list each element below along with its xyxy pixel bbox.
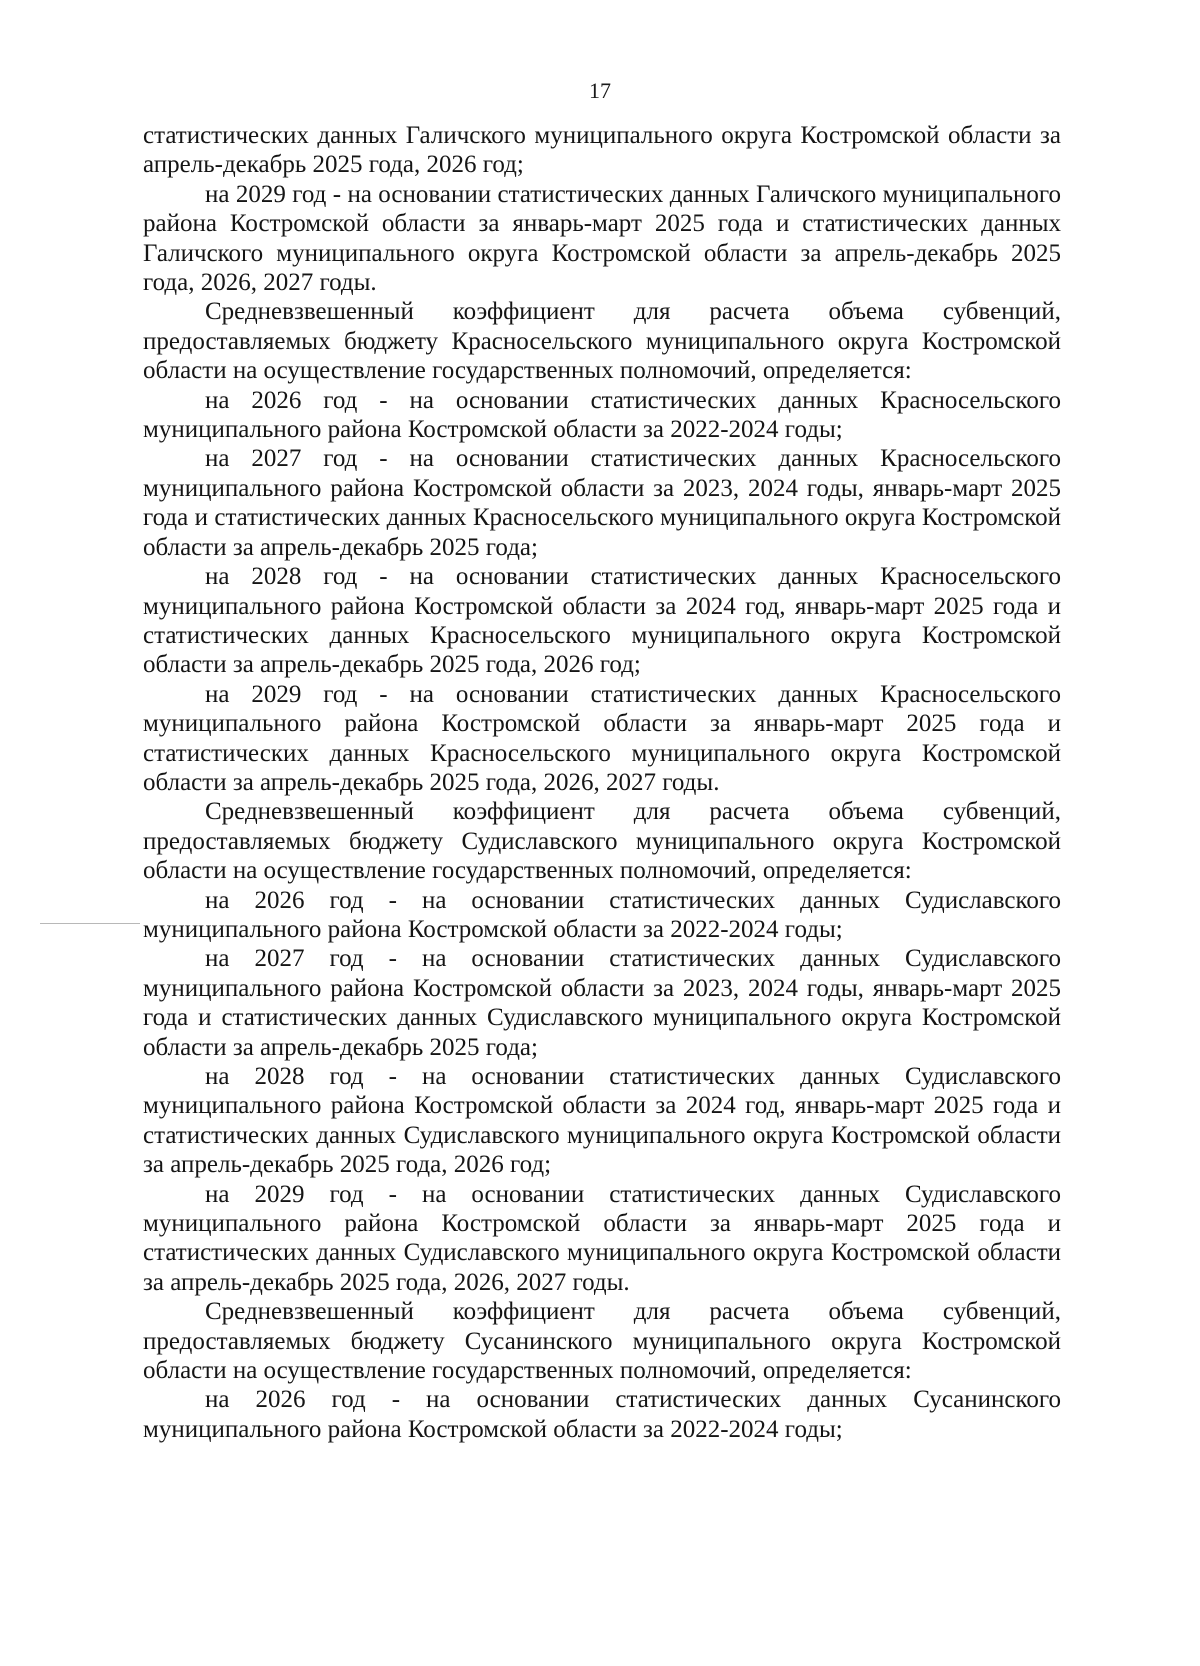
paragraph: на 2028 год - на основании статистических данных Красносельского муниципального района Костромской области за 2024 год, январь-март 2025 года и статистических данных Красносельского муниципального округа Костромской области за апрель-декабрь 2025 года, 2026 год;: [143, 563, 1061, 679]
paragraph: Средневзвешенный коэффициент для расчета объема субвенций, предоставляемых бюджету Красносельского муниципального округа Костромской области на осуществление государственных полномочий, определяется:: [143, 298, 1061, 385]
paragraph: Средневзвешенный коэффициент для расчета объема субвенций, предоставляемых бюджету Судиславского муниципального округа Костромской области на осуществление государственных полномочий, определяется:: [143, 798, 1061, 885]
page-number: 17: [589, 78, 611, 103]
paragraph: на 2029 год - на основании статистических данных Красносельского муниципального района Костромской области за январь-март 2025 года и статистических данных Красносельского муниципального округа Костромской области за апрель-декабрь 2025 года, 2026, 2027 годы.: [143, 680, 1061, 796]
paragraph: на 2027 год - на основании статистических данных Красносельского муниципального района Костромской области за 2023, 2024 годы, январь-март 2025 года и статистических данных Красносельского муниципального округа Костромской области за апрель-декабрь 2025 года;: [143, 445, 1061, 561]
paragraph: на 2027 год - на основании статистических данных Судиславского муниципального района Костромской области за 2023, 2024 годы, январь-март 2025 года и статистических данных Судиславского муниципального округа Костромской области за апрель-декабрь 2025 года;: [143, 945, 1061, 1061]
paragraph: статистических данных Галичского муниципального округа Костромской области за апрель-декабрь 2025 года, 2026 год;: [143, 122, 1061, 179]
paragraph: на 2026 год - на основании статистических данных Судиславского муниципального района Костромской области за 2022-2024 годы;: [143, 886, 1061, 943]
paragraph: на 2028 год - на основании статистических данных Судиславского муниципального района Костромской области за 2024 год, январь-март 2025 года и статистических данных Судиславского муниципального округа Костромской области за апрель-декабрь 2025 года, 2026 год;: [143, 1063, 1061, 1179]
scan-artifact-line: [40, 923, 140, 924]
paragraph: на 2026 год - на основании статистических данных Красносельского муниципального района Костромской области за 2022-2024 годы;: [143, 386, 1061, 444]
paragraph: Средневзвешенный коэффициент для расчета объема субвенций, предоставляемых бюджету Сусанинского муниципального округа Костромской области на осуществление государственных полномочий, определяется:: [143, 1298, 1061, 1385]
paragraph: на 2026 год - на основании статистических данных Сусанинского муниципального района Костромской области за 2022-2024 годы;: [143, 1386, 1061, 1443]
paragraph: на 2029 год - на основании статистических данных Судиславского муниципального района Костромской области за январь-март 2025 года и статистических данных Судиславского муниципального округа Костромской области за апрель-декабрь 2025 года, 2026, 2027 годы.: [143, 1180, 1061, 1296]
paragraph: на 2029 год - на основании статистических данных Галичского муниципального района Костромской области за январь-март 2025 года и статистических данных Галичского муниципального округа Костромской области за апрель-декабрь 2025 года, 2026, 2027 годы.: [143, 180, 1061, 297]
document-body: [143, 121, 1061, 1444]
